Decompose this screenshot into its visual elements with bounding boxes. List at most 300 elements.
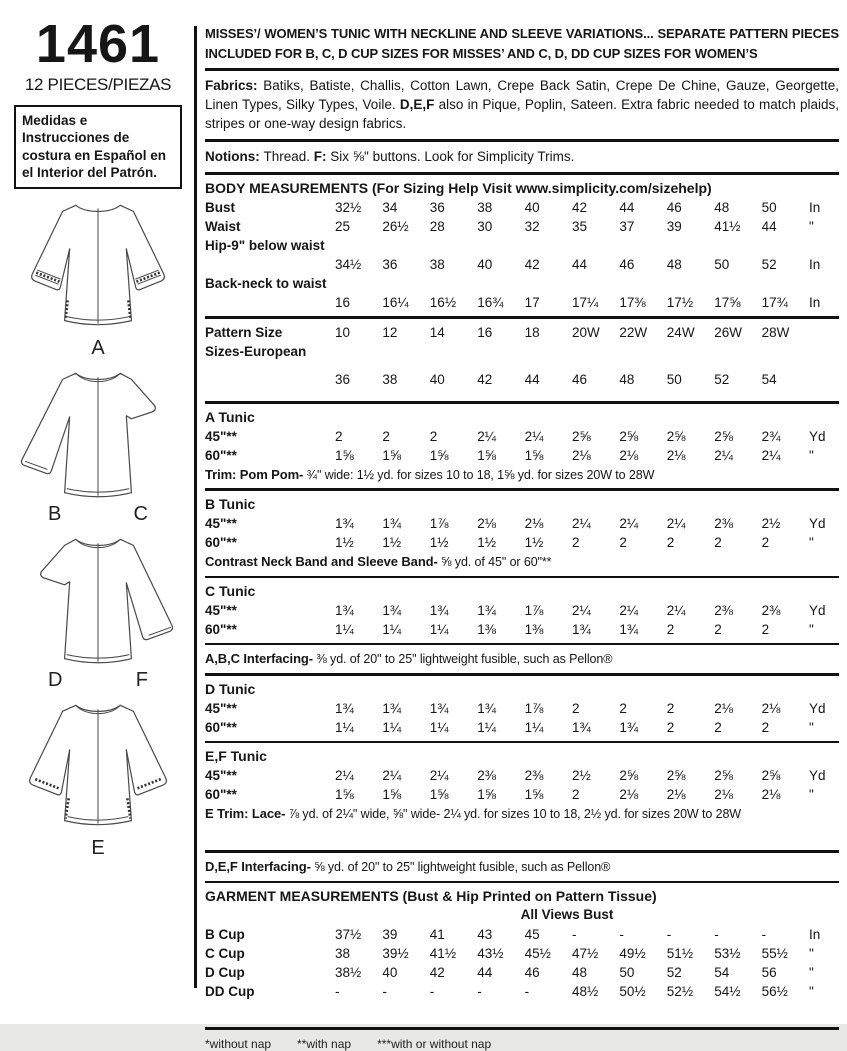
measurement-value: 2¾ bbox=[761, 428, 781, 444]
view-ef-yardage-table bbox=[205, 766, 839, 804]
measurement-value: 1¼ bbox=[524, 719, 544, 735]
measurement-value: 48 bbox=[572, 964, 588, 980]
view-b-label: B bbox=[48, 502, 62, 525]
measurement-value: 2 bbox=[714, 534, 722, 550]
unit-label: " bbox=[809, 964, 814, 980]
table-row bbox=[205, 427, 839, 446]
measurement-value: 41½ bbox=[714, 218, 741, 234]
measurement-value: 1⅝ bbox=[524, 787, 544, 802]
measurement-value: 2 bbox=[666, 621, 675, 637]
measurement-value: 2⅜ bbox=[761, 602, 781, 618]
measurement-value: 2¼ bbox=[619, 515, 639, 531]
measurement-value: 2⅜ bbox=[524, 768, 544, 783]
divider bbox=[205, 673, 839, 676]
view-d-heading: D Tunic bbox=[205, 680, 256, 697]
view-b-heading: B Tunic bbox=[205, 495, 256, 512]
view-a-illustration bbox=[12, 195, 184, 359]
lace-note-label: E Trim: Lace- bbox=[205, 806, 286, 821]
footnote-without-nap: *without nap bbox=[205, 1036, 272, 1051]
trim-note-label: Trim: Pom Pom- bbox=[205, 466, 304, 482]
pattern-size-table bbox=[205, 323, 839, 389]
measurement-value: 17½ bbox=[666, 294, 694, 310]
lace-note-text: ⅞ yd. of 2¼" wide, ⅝" wide- 2¼ yd. for sizes 10 to 18, 2½ yd. for sizes 20W to 28W bbox=[285, 807, 741, 821]
measurement-value: 1¼ bbox=[382, 621, 402, 637]
row-label: 45"** bbox=[205, 515, 237, 531]
measurement-value: 1⅝ bbox=[429, 787, 449, 802]
measurement-value: 47½ bbox=[572, 945, 599, 961]
measurement-value: 1¾ bbox=[335, 602, 354, 618]
measurement-value: 2 bbox=[714, 621, 722, 637]
body-measurements-table bbox=[205, 198, 839, 312]
divider bbox=[205, 401, 839, 404]
measurement-value: 51½ bbox=[666, 945, 694, 961]
view-bc-illustration bbox=[12, 365, 184, 525]
unit-label: Yd bbox=[809, 428, 826, 444]
measurement-value: 49½ bbox=[619, 945, 646, 961]
measurement-value: 1⅝ bbox=[382, 447, 402, 463]
measurement-value: 2¼ bbox=[572, 602, 591, 618]
measurement-value: 2¼ bbox=[524, 428, 544, 444]
measurement-value: 38½ bbox=[335, 964, 362, 980]
measurement-value: 28W bbox=[761, 324, 790, 340]
measurement-value: 2⅜ bbox=[477, 768, 496, 783]
measurement-value: 41½ bbox=[429, 945, 457, 961]
measurement-value: 2¼ bbox=[429, 768, 449, 783]
measurement-value: 26W bbox=[714, 324, 742, 340]
view-d-yardage-table bbox=[205, 699, 839, 737]
unit-label: " bbox=[809, 945, 814, 961]
table-row bbox=[205, 370, 839, 389]
table-row bbox=[205, 323, 839, 342]
measurement-value: 2½ bbox=[761, 515, 781, 531]
measurement-value: 1⅝ bbox=[429, 447, 449, 463]
measurement-value: 20W bbox=[572, 324, 600, 340]
spanish-note-box: Medidas e Instrucciones de costura en Español en el Interior del Patrón. bbox=[14, 105, 182, 189]
measurement-value: 2⅜ bbox=[714, 602, 733, 618]
measurement-value: 36 bbox=[335, 371, 351, 387]
unit-label: " bbox=[809, 534, 814, 550]
measurement-value: 42 bbox=[477, 371, 493, 387]
measurement-value: 2¼ bbox=[477, 428, 496, 444]
notions-text: Thread. bbox=[263, 148, 314, 164]
measurement-value: 2 bbox=[572, 787, 580, 802]
table-row bbox=[205, 925, 839, 944]
view-a-trim-note bbox=[205, 465, 839, 485]
measurement-value: 44 bbox=[572, 256, 588, 272]
measurement-value: 2¼ bbox=[666, 602, 686, 618]
measurement-value: - bbox=[666, 926, 672, 942]
measurement-value: 16½ bbox=[429, 294, 457, 310]
measurement-value: 2 bbox=[666, 534, 675, 550]
view-f-label: F bbox=[135, 668, 148, 691]
view-d-label: D bbox=[48, 668, 63, 691]
divider bbox=[205, 172, 839, 175]
view-a-heading: A Tunic bbox=[205, 408, 255, 425]
measurement-value: 45½ bbox=[524, 945, 551, 961]
measurement-value: 43½ bbox=[477, 945, 504, 961]
measurement-value: 50 bbox=[714, 256, 730, 272]
measurement-value: 53½ bbox=[714, 945, 741, 961]
measurement-value: - bbox=[382, 983, 387, 999]
measurement-value: 2½ bbox=[572, 768, 591, 783]
measurement-value: 1¾ bbox=[619, 621, 639, 637]
divider bbox=[205, 139, 839, 142]
measurement-value: 18 bbox=[524, 324, 540, 340]
row-label: C Cup bbox=[205, 945, 245, 961]
measurement-value: 14 bbox=[429, 324, 445, 340]
all-views-bust-subheading: All Views Bust bbox=[520, 906, 614, 922]
measurement-value: 2 bbox=[619, 700, 627, 716]
tunic-back-drawing-e bbox=[12, 697, 184, 837]
measurement-value: 32 bbox=[524, 218, 540, 234]
row-label: Hip-9" below waist bbox=[205, 237, 325, 253]
measurement-value: 2⅛ bbox=[572, 447, 591, 463]
divider bbox=[205, 576, 839, 579]
fabrics-label: Fabrics: bbox=[205, 77, 264, 93]
measurement-value: - bbox=[335, 983, 340, 999]
measurement-value: 44 bbox=[477, 964, 493, 980]
measurement-value: 28 bbox=[429, 218, 445, 234]
measurement-value: 1½ bbox=[335, 534, 354, 550]
row-label: Pattern Size bbox=[205, 324, 283, 340]
measurement-value: 17⅝ bbox=[714, 294, 741, 310]
measurement-value: 39 bbox=[666, 218, 682, 234]
measurement-value: 52 bbox=[666, 964, 682, 980]
measurement-value: 1⅝ bbox=[524, 447, 544, 463]
notions-label: Notions: bbox=[205, 148, 264, 164]
notions-view-bold: F: bbox=[313, 148, 327, 164]
view-df-illustration bbox=[12, 531, 184, 691]
measurement-value: 22W bbox=[619, 324, 648, 340]
measurement-value: 2 bbox=[429, 428, 438, 444]
view-ef-heading: E,F Tunic bbox=[205, 748, 267, 765]
unit-label: " bbox=[809, 447, 814, 463]
measurement-value: 1¾ bbox=[382, 700, 402, 716]
unit-label bbox=[809, 370, 839, 389]
footnote-with-nap: **with nap bbox=[297, 1036, 352, 1051]
view-e-trim-note bbox=[205, 804, 839, 824]
tunic-back-drawing-b-c bbox=[12, 365, 184, 503]
measurement-value: 1¾ bbox=[477, 700, 496, 716]
row-label bbox=[205, 255, 333, 274]
measurement-value: 2 bbox=[714, 719, 722, 735]
view-e-label: E bbox=[91, 836, 105, 859]
measurement-value: 1¾ bbox=[382, 515, 402, 531]
measurement-value: 2⅝ bbox=[666, 768, 686, 783]
measurement-value: 34 bbox=[382, 199, 398, 215]
table-row bbox=[205, 342, 839, 361]
measurement-value: 1¾ bbox=[429, 602, 449, 618]
left-panel bbox=[0, 0, 192, 859]
measurement-value: 17¼ bbox=[572, 294, 599, 310]
view-a-yardage-table bbox=[205, 427, 839, 465]
measurement-value: 2¼ bbox=[382, 768, 402, 783]
table-row bbox=[205, 293, 839, 312]
measurement-value: 52½ bbox=[666, 983, 694, 999]
measurement-value: 17⅜ bbox=[619, 294, 646, 310]
measurement-value: 40 bbox=[429, 371, 445, 387]
measurement-value: 2⅛ bbox=[714, 700, 733, 716]
measurement-value: 10 bbox=[335, 324, 351, 340]
measurement-value: 25 bbox=[335, 218, 351, 234]
table-row bbox=[205, 236, 839, 255]
measurement-value: 2⅛ bbox=[761, 787, 781, 802]
measurements-panel bbox=[205, 24, 839, 1051]
view-c-heading: C Tunic bbox=[205, 583, 256, 600]
unit-label: " bbox=[809, 787, 814, 802]
measurement-value: 2⅛ bbox=[524, 515, 544, 531]
footnote-with-or-without-nap: ***with or without nap bbox=[377, 1036, 492, 1051]
def-interfacing-label: D,E,F Interfacing- bbox=[205, 858, 311, 874]
measurement-value: 41 bbox=[429, 926, 445, 942]
fabrics-views-bold: D,E,F bbox=[399, 96, 435, 112]
measurement-value: 44 bbox=[761, 218, 777, 234]
measurement-value: 2 bbox=[382, 428, 390, 444]
table-row bbox=[205, 274, 839, 293]
row-label: 45"** bbox=[205, 700, 237, 716]
measurement-value: 16¾ bbox=[477, 294, 504, 310]
measurement-value: 46 bbox=[524, 964, 540, 980]
contrast-note-text: ⅝ yd. of 45" or 60"** bbox=[437, 554, 552, 569]
measurement-value: 1¾ bbox=[477, 602, 496, 618]
measurement-value: 2⅝ bbox=[619, 428, 639, 444]
measurement-value: 44 bbox=[524, 371, 540, 387]
measurement-value: - bbox=[714, 926, 719, 942]
view-e-illustration bbox=[12, 697, 184, 859]
measurement-value: 1⅝ bbox=[335, 447, 354, 463]
abc-interfacing-text: ⅜ yd. of 20" to 25" lightweight fusible, such as Pellon® bbox=[312, 652, 613, 667]
measurement-value: 24W bbox=[666, 324, 695, 340]
measurement-value: 1½ bbox=[429, 534, 449, 550]
measurement-value: 2 bbox=[666, 719, 675, 735]
abc-interfacing-label: A,B,C Interfacing- bbox=[205, 651, 313, 667]
measurement-value: 1¾ bbox=[335, 700, 354, 716]
measurement-value: 2⅝ bbox=[761, 768, 781, 783]
divider bbox=[205, 850, 839, 853]
fabrics-paragraph bbox=[205, 75, 839, 135]
measurement-value: 1⅜ bbox=[524, 621, 544, 637]
measurement-value: 1⅝ bbox=[477, 447, 496, 463]
view-c-label: C bbox=[133, 502, 148, 525]
measurement-value: 54 bbox=[714, 964, 730, 980]
measurement-value: 52 bbox=[761, 256, 777, 272]
measurement-value: 30 bbox=[477, 218, 493, 234]
measurement-value: 56½ bbox=[761, 983, 788, 999]
row-label bbox=[205, 370, 333, 389]
divider bbox=[205, 643, 839, 646]
unit-label: " bbox=[809, 218, 814, 234]
measurement-value: 44 bbox=[619, 199, 635, 215]
measurement-value: 35 bbox=[572, 218, 588, 234]
measurement-value: 42 bbox=[524, 256, 540, 272]
divider bbox=[205, 68, 839, 71]
measurement-value: 1½ bbox=[382, 534, 402, 550]
view-c-yardage-table bbox=[205, 601, 839, 639]
table-row bbox=[205, 718, 839, 737]
measurement-value: 1¼ bbox=[335, 621, 354, 637]
measurement-value: 46 bbox=[572, 371, 588, 387]
measurement-value: 48 bbox=[666, 256, 682, 272]
row-label: 60"** bbox=[205, 719, 237, 735]
measurement-value: 46 bbox=[666, 199, 682, 215]
row-label: Sizes-European bbox=[205, 343, 307, 359]
row-label: 45"** bbox=[205, 602, 237, 618]
table-row bbox=[205, 514, 839, 533]
measurement-value: 12 bbox=[382, 324, 398, 340]
view-a-label: A bbox=[91, 336, 105, 359]
measurement-value: - bbox=[524, 983, 530, 999]
measurement-value: 50 bbox=[761, 199, 777, 215]
tunic-back-drawing-d-f bbox=[12, 531, 184, 669]
measurement-value: 1¼ bbox=[382, 719, 402, 735]
measurement-value: 1⅝ bbox=[335, 787, 354, 802]
measurement-value: 2 bbox=[572, 534, 580, 550]
unit-label: Yd bbox=[809, 768, 826, 783]
measurement-value: 54 bbox=[761, 371, 777, 387]
measurement-value: 43 bbox=[477, 926, 493, 942]
measurement-value: 50½ bbox=[619, 983, 646, 999]
measurement-value: 2 bbox=[572, 700, 580, 716]
measurement-value: 2¼ bbox=[714, 447, 733, 463]
measurement-value: 2 bbox=[666, 700, 675, 716]
measurement-value: 37 bbox=[619, 218, 635, 234]
row-label: 45"** bbox=[205, 768, 237, 783]
measurement-value: 1¼ bbox=[429, 621, 449, 637]
measurement-value: 1¾ bbox=[572, 621, 591, 637]
row-label: Back-neck to waist bbox=[205, 275, 327, 291]
table-row bbox=[205, 620, 839, 639]
garment-measurements-table bbox=[205, 925, 839, 1001]
measurement-value: 2⅝ bbox=[666, 428, 686, 444]
measurement-value: 26½ bbox=[382, 218, 409, 234]
measurement-value: 1¾ bbox=[429, 700, 449, 716]
row-label: 60"** bbox=[205, 621, 237, 637]
notions-text-2: Six ⅝" buttons. Look for Simplicity Trims. bbox=[326, 148, 575, 164]
measurement-value: 2⅝ bbox=[714, 428, 733, 444]
unit-label: In bbox=[809, 294, 821, 310]
measurement-value: 2 bbox=[619, 534, 627, 550]
measurement-value: 17 bbox=[524, 294, 540, 310]
table-row bbox=[205, 446, 839, 465]
measurement-value: 1⅜ bbox=[477, 621, 496, 637]
table-row bbox=[205, 533, 839, 552]
measurement-value: 2⅝ bbox=[572, 428, 591, 444]
measurement-value: 2⅛ bbox=[666, 447, 686, 463]
measurement-value: 2⅜ bbox=[714, 515, 733, 531]
measurement-value: 1⅞ bbox=[524, 700, 544, 716]
contrast-note-label: Contrast Neck Band and Sleeve Band- bbox=[205, 553, 438, 569]
table-row bbox=[205, 699, 839, 718]
view-b-contrast-note bbox=[205, 552, 839, 572]
measurement-value: 48½ bbox=[572, 983, 599, 999]
measurement-value: 2⅛ bbox=[714, 787, 733, 802]
measurement-value: 16 bbox=[335, 294, 351, 310]
view-b-yardage-table bbox=[205, 514, 839, 552]
measurement-value: 45 bbox=[524, 926, 540, 942]
measurement-value: 1½ bbox=[524, 534, 544, 550]
table-row bbox=[205, 944, 839, 963]
measurement-value: 2¼ bbox=[572, 515, 591, 531]
measurement-value: 42 bbox=[429, 964, 445, 980]
unit-label: " bbox=[809, 621, 814, 637]
measurement-value: 50 bbox=[619, 964, 635, 980]
measurement-value: 16¼ bbox=[382, 294, 409, 310]
measurement-value: 42 bbox=[572, 199, 588, 215]
measurement-value: 38 bbox=[429, 256, 445, 272]
measurement-value: 39½ bbox=[382, 945, 409, 961]
measurement-value: 1⅞ bbox=[429, 515, 449, 531]
measurement-value: 32½ bbox=[335, 199, 362, 215]
notions-paragraph bbox=[205, 146, 839, 168]
row-label: 60"** bbox=[205, 534, 237, 550]
unit-label: " bbox=[809, 983, 814, 999]
measurement-value: 34½ bbox=[335, 256, 362, 272]
row-label: 45"** bbox=[205, 428, 237, 444]
garment-measurements-heading: GARMENT MEASUREMENTS (Bust & Hip Printed on Pattern Tissue) bbox=[205, 888, 657, 904]
row-label: B Cup bbox=[205, 926, 245, 942]
measurement-value: 2⅝ bbox=[619, 768, 639, 783]
table-row bbox=[205, 963, 839, 982]
measurement-value: 2⅝ bbox=[714, 768, 733, 783]
tunic-back-drawing-a bbox=[12, 195, 184, 337]
measurement-value: 2¼ bbox=[761, 447, 781, 463]
vertical-divider bbox=[194, 26, 197, 988]
pattern-title: MISSES’/ WOMEN’S TUNIC WITH NECKLINE AND SLEEVE VARIATIONS... SEPARATE PATTERN PIECES INCLUDED FOR B, C, D CUP SIZES FOR MISSES’ AND C, D, DD CUP SIZES FOR WOMEN’S bbox=[205, 26, 839, 62]
def-interfacing-note bbox=[205, 857, 839, 877]
measurement-value: 38 bbox=[382, 371, 398, 387]
measurement-value: - bbox=[477, 983, 482, 999]
measurement-value: 40 bbox=[524, 199, 540, 215]
row-label bbox=[205, 293, 333, 312]
unit-label: Yd bbox=[809, 515, 826, 531]
measurement-value: 2 bbox=[761, 534, 770, 550]
divider bbox=[205, 881, 839, 884]
unit-label: Yd bbox=[809, 700, 826, 716]
measurement-value: - bbox=[429, 983, 435, 999]
unit-label: " bbox=[809, 719, 814, 735]
unit-label: In bbox=[809, 199, 821, 215]
measurement-value: 1⅝ bbox=[382, 787, 402, 802]
table-row bbox=[205, 982, 839, 1001]
unit-label: In bbox=[809, 256, 821, 272]
pattern-number: 1461 bbox=[35, 14, 161, 74]
measurement-value: 38 bbox=[477, 199, 493, 215]
measurement-value: 52 bbox=[714, 371, 730, 387]
measurement-value: 2 bbox=[761, 719, 770, 735]
measurement-value: 1⅝ bbox=[477, 787, 496, 802]
measurement-value: 2¼ bbox=[666, 515, 686, 531]
measurement-value: 40 bbox=[477, 256, 493, 272]
row-label: 60"** bbox=[205, 447, 237, 463]
measurement-value: 1¾ bbox=[572, 719, 591, 735]
measurement-value: 2 bbox=[335, 428, 343, 444]
table-row bbox=[205, 217, 839, 236]
measurement-value: 48 bbox=[714, 199, 730, 215]
unit-label bbox=[809, 323, 839, 342]
measurement-value: 1¾ bbox=[619, 719, 639, 735]
unit-label: Yd bbox=[809, 602, 826, 618]
fabrics-text: Batiks, Batiste, Challis, Cotton Lawn, Crepe Back Satin, Crepe De Chine, Gauze, Georgette, Linen Types, Silky Types, Voile. bbox=[205, 77, 839, 112]
measurement-value: 1¾ bbox=[335, 515, 354, 531]
measurement-value: 2¼ bbox=[335, 768, 354, 783]
def-interfacing-text: ⅝ yd. of 20" to 25" lightweight fusible, such as Pellon® bbox=[310, 859, 611, 874]
trim-note-text: ¾" wide: 1½ yd. for sizes 10 to 18, 1⅝ yd. for sizes 20W to 28W bbox=[303, 467, 655, 482]
table-row bbox=[205, 198, 839, 217]
nap-footnotes bbox=[205, 1034, 839, 1051]
divider bbox=[205, 1027, 839, 1030]
measurement-value: 1¼ bbox=[429, 719, 449, 735]
row-label: 60"** bbox=[205, 787, 237, 802]
